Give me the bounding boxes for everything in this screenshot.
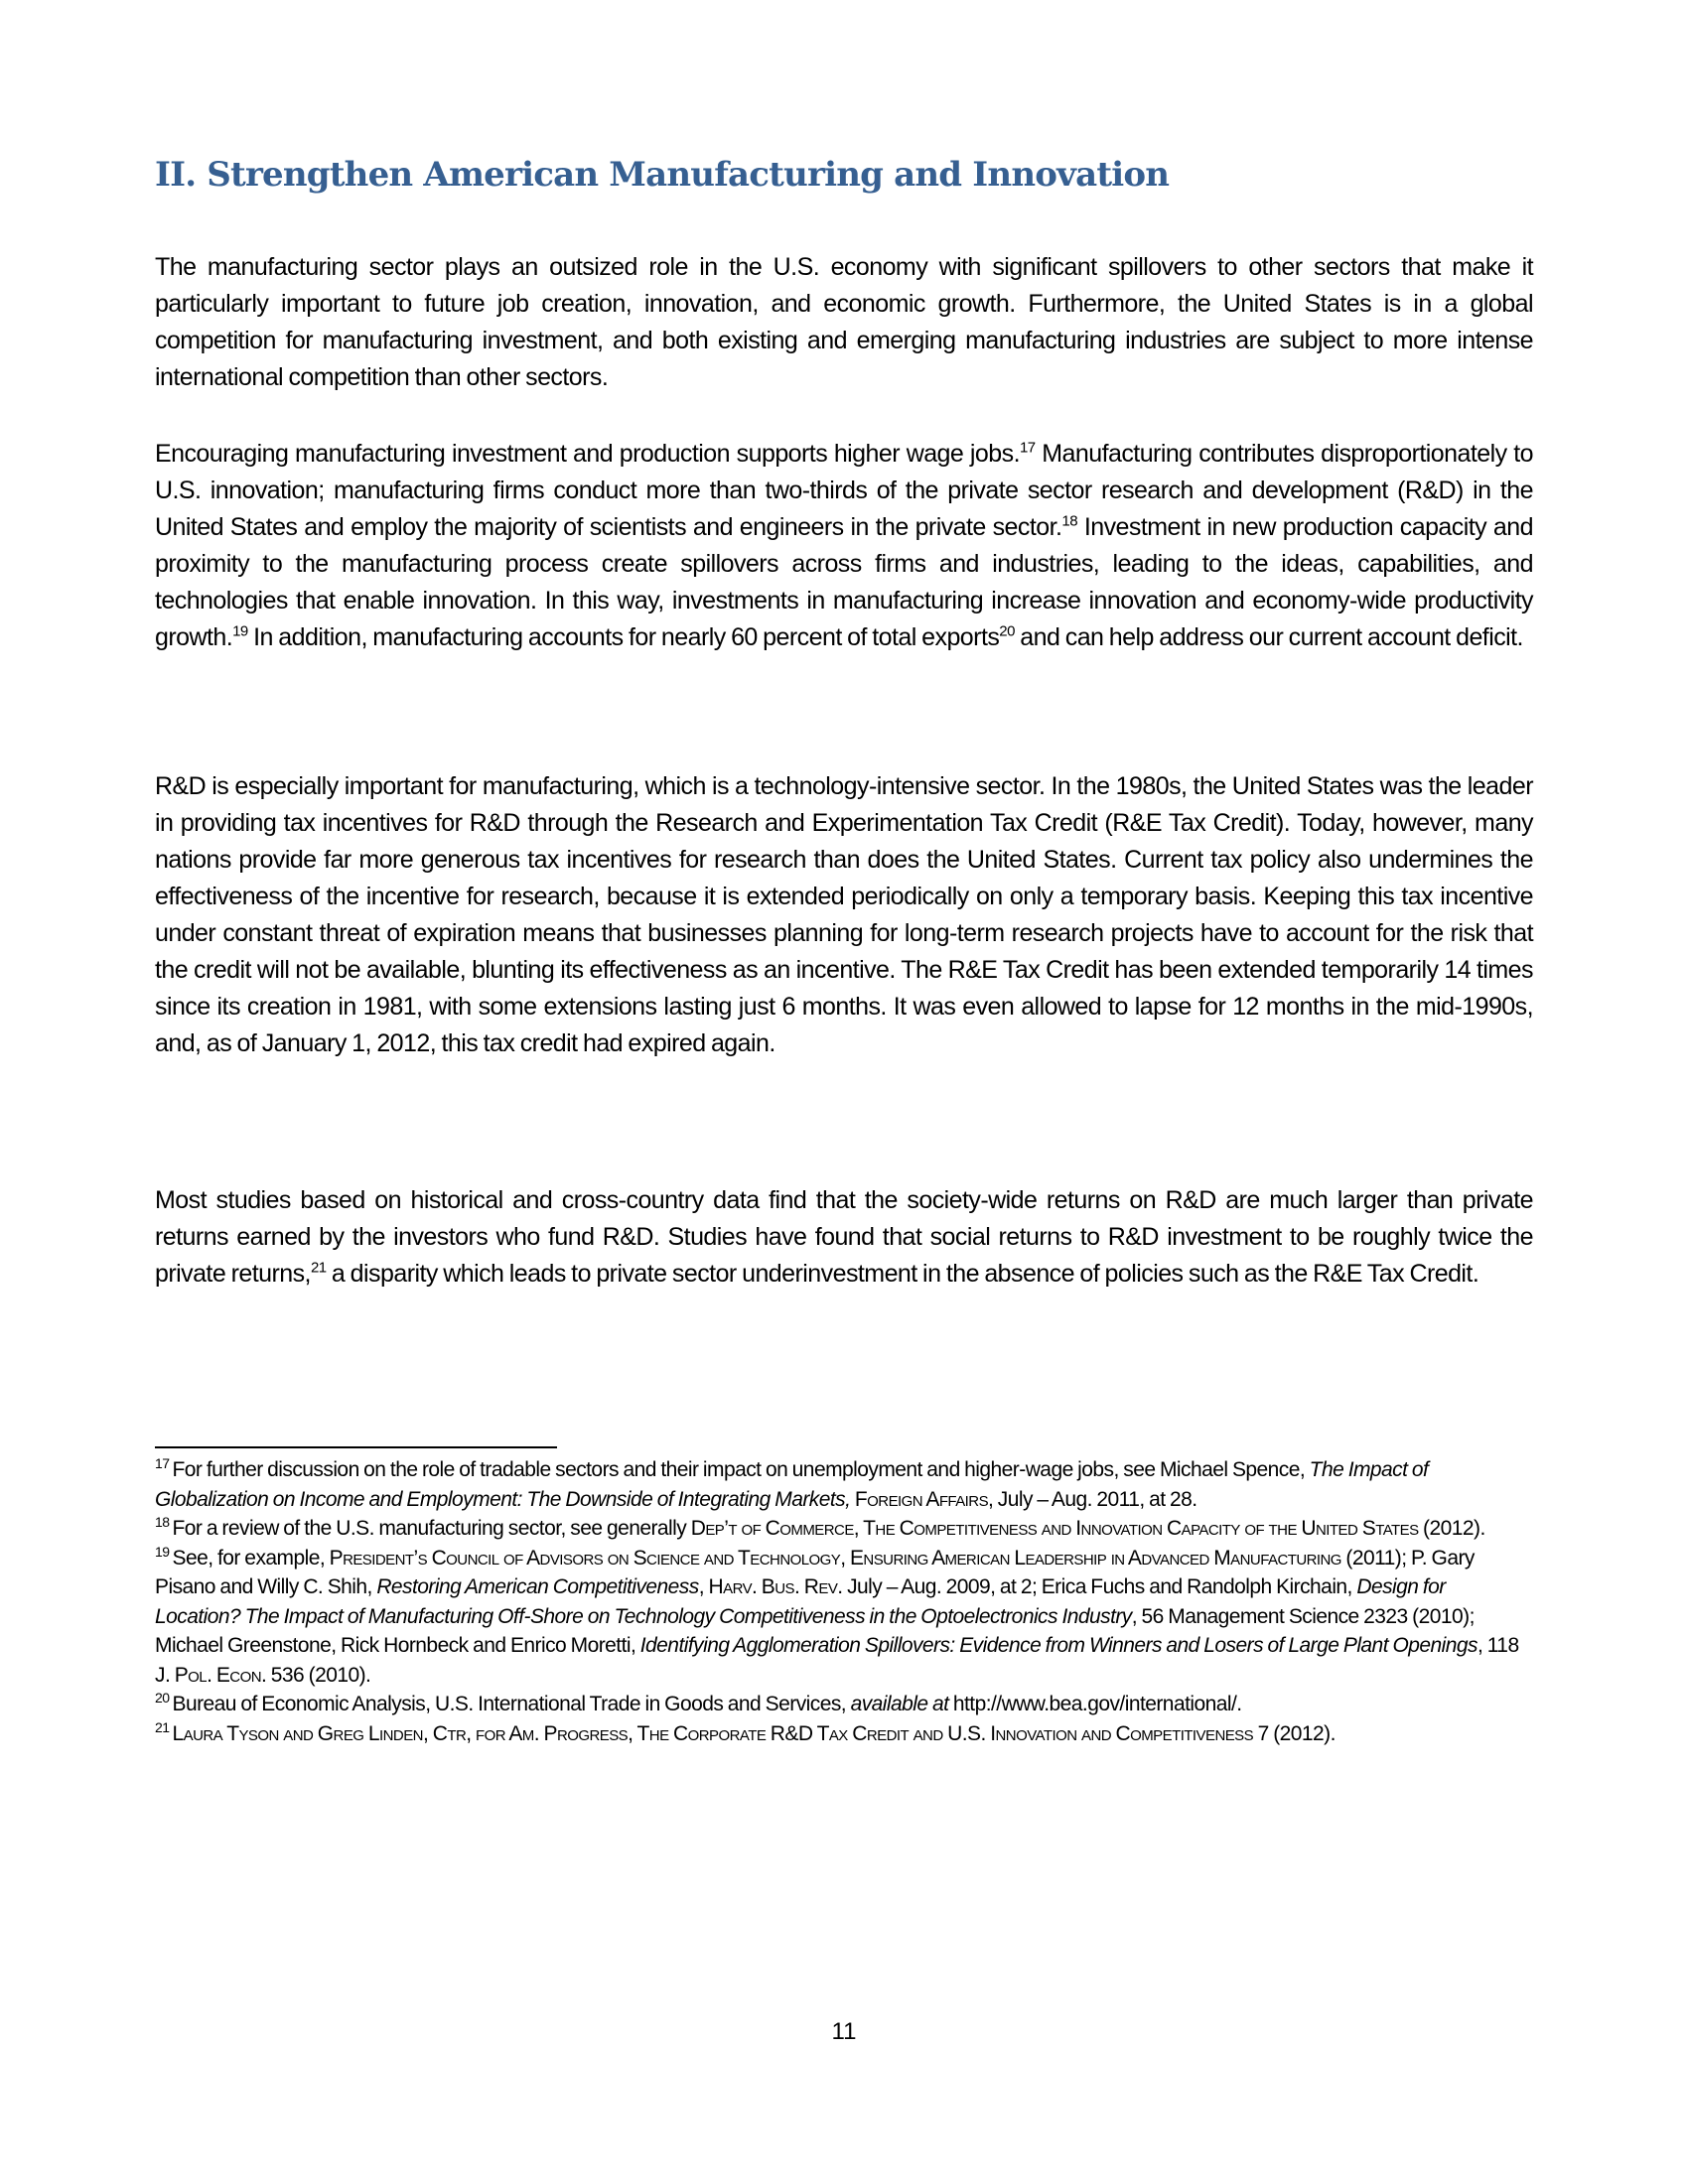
footnote: $^{19}$ See, for example, President’s Council of Advisors on Science and Technology, Ensuring American Leadership in Advanced Manufacturing (2011); P. Gary Pisano and Willy C. Shih, Restoring American Competitiveness, Harv. Bus. Rev. July – Aug. 2009, at 2; Erica Fuchs and Randolph Kirchain, Design for Location? The Impact of Manufacturing Off-Shore on Technology Competitiveness in the Optoelectronics Industry, 56 Management Science 2323 (2010); Michael Greenstone, Rick Hornbeck and Enrico Moretti, Identifying Agglomeration Spillovers: Evidence from Winners and Losers of Large Plant Openings, 118 J. Pol. Econ. 536 (2010). — [155, 1543, 1519, 1687]
italic-citation-title: available at — [850, 1693, 949, 1715]
footnote-number: 20 — [155, 1690, 170, 1706]
footnote-number: 18 — [155, 1514, 170, 1530]
italic-citation-title: The Impact of Globalization on Income and Employment: The Downside of Integrating Markets, — [155, 1458, 1429, 1511]
italic-citation-title: Restoring American Competitiveness — [376, 1575, 699, 1598]
italic-citation-title: Design for Location? The Impact of Manufacturing Off-Shore on Technology Competitiveness in the Optoelectronics Industry — [155, 1575, 1446, 1628]
small-caps-citation: Laura Tyson and Greg Linden, Ctr, for Am. Progress, The Corporate R&D Tax Credit and U.S. Innovation and Competitiveness — [172, 1721, 1254, 1745]
small-caps-citation: Foreign Affairs — [854, 1487, 989, 1511]
footnote-reference[interactable]: 18 — [1061, 512, 1077, 530]
footnotes-section — [155, 1455, 1535, 1748]
small-caps-citation: Harv. Bus. Rev. — [708, 1575, 843, 1598]
footnote-number: 19 — [155, 1543, 170, 1560]
footnote: $^{20}$ Bureau of Economic Analysis, U.S. International Trade in Goods and Services, available at http://www.bea.gov/international/. — [155, 1690, 1242, 1715]
footnote-reference[interactable]: 20 — [999, 622, 1015, 640]
body-paragraph: The manufacturing sector plays an outsized role in the U.S. economy with significant spillovers to other sectors that make it particularly important to future job creation, innovation, and economic growth. Furthermore, the United States is in a global competition for manufacturing investment, and both existing and emerging manufacturing industries are subject to more intense international competition than other sectors. — [155, 253, 1533, 391]
footnote-reference[interactable]: 21 — [310, 1259, 327, 1277]
body-paragraph: Encouraging manufacturing investment and production supports higher wage jobs.$^{17}$ Manufacturing contributes disproportionately to U.S. innovation; manufacturing firms conduct more than two-thirds of the private sector research and development (R&D) in the United States and employ the majority of scientists and engineers in the private sector.$^{18}$ Investment in new production capacity and proximity to the manufacturing process create spillovers across firms and industries, leading to the ideas, capabilities, and technologies that enable innovation. In this way, investments in manufacturing increase innovation and economy-wide productivity growth.$^{19}$ In addition, manufacturing accounts for nearly 60 percent of total exports$^{20}$ and can help address our current account deficit. — [155, 439, 1533, 651]
small-caps-citation: J. Pol. Econ. — [155, 1663, 267, 1687]
footnote-separator — [155, 1446, 557, 1448]
footnote-number: 17 — [155, 1455, 170, 1471]
body-paragraph: R&D is especially important for manufacturing, which is a technology-intensive sector. In the 1980s, the United States was the leader in providing tax incentives for R&D through the Research and Experimentation Tax Credit (R&E Tax Credit). Today, however, many nations provide far more generous tax incentives for research than does the United States. Current tax policy also undermines the effectiveness of the incentive for research, because it is extended periodically on only a temporary basis. Keeping this tax incentive under constant threat of expiration means that businesses planning for long-term research projects have to account for the risk that the credit will not be available, blunting its effectiveness as an incentive. The R&E Tax Credit has been extended temporarily 14 times since its creation in 1981, with some extensions lasting just 6 months. It was even allowed to lapse for 12 months in the mid-1990s, and, as of January 1, 2012, this tax credit had expired again. — [155, 772, 1533, 1057]
italic-citation-title: Identifying Agglomeration Spillovers: Evidence from Winners and Losers of Large Plant Openings — [639, 1634, 1477, 1657]
body-paragraph: Most studies based on historical and cross-country data find that the society-wide returns on R&D are much larger than private returns earned by the investors who fund R&D. Studies have found that social returns to R&D investment to be roughly twice the private returns,$^{21}$ a disparity which leads to private sector underinvestment in the absence of policies such as the R&E Tax Credit. — [155, 1186, 1533, 1288]
footnote-number: 21 — [155, 1718, 170, 1735]
footnote: $^{18}$ For a review of the U.S. manufacturing sector, see generally Dep’t of Commerce, The Competitiveness and Innovation Capacity of the United States (2012). — [155, 1514, 1485, 1540]
section-heading: II. Strengthen American Manufacturing and Innovation — [155, 155, 1170, 195]
footnote-reference[interactable]: 17 — [1020, 439, 1036, 457]
small-caps-citation: Dep’t of Commerce, The Competitiveness and Innovation Capacity of the United States — [690, 1517, 1419, 1540]
footnote: $^{21}$ Laura Tyson and Greg Linden, Ctr, for Am. Progress, The Corporate R&D Tax Credit and U.S. Innovation and Competitiveness 7 (2012). — [155, 1718, 1336, 1745]
footnote-reference[interactable]: 19 — [232, 622, 248, 640]
small-caps-citation: President’s Council of Advisors on Science and Technology, Ensuring American Leadership in Advanced Manufacturing — [329, 1546, 1341, 1570]
page-number: 11 — [831, 2018, 857, 2045]
footnote: $^{17}$ For further discussion on the role of tradable sectors and their impact on unemployment and higher-wage jobs, see Michael Spence, The Impact of Globalization on Income and Employment: The Downside of Integrating Markets, Foreign Affairs, July – Aug. 2011, at 28. — [155, 1455, 1429, 1511]
